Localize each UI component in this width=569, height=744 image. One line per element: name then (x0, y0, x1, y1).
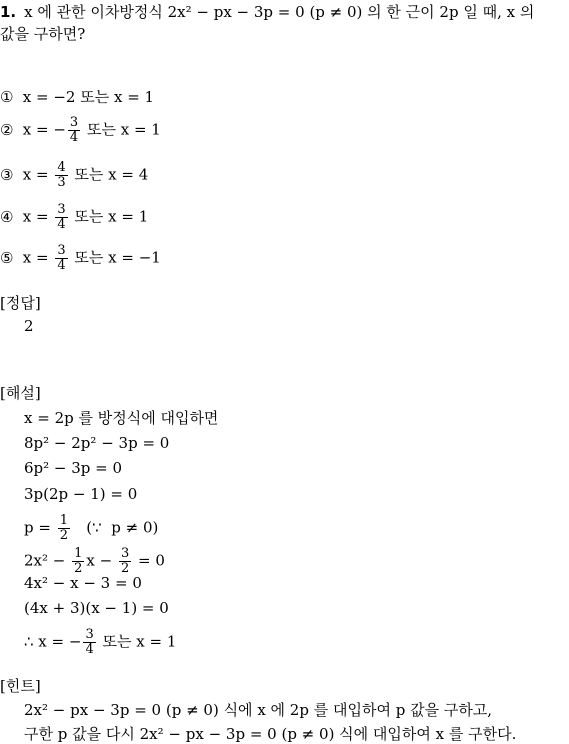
choice-3-mark: ③ (0, 165, 14, 184)
explanation-line-4: 3p(2p − 1) = 0 (24, 485, 138, 503)
explanation-line-6-denominator-2: 2 (120, 561, 130, 576)
answer-label: [정답] (0, 294, 41, 312)
choice-4-denominator: 4 (57, 217, 66, 232)
choice-4-numerator: 3 (57, 202, 66, 217)
question-line-2 (0, 24, 85, 44)
explanation-line-6-numerator-2: 3 (120, 546, 130, 561)
choice-5-fraction (55, 244, 67, 273)
choice-1-text: x = −2 또는 x = 1 (22, 88, 155, 106)
choice-5-pre: x = (22, 248, 54, 267)
explanation-line-6-pre: 2x² − (24, 551, 71, 570)
answer-value: 2 (24, 317, 34, 335)
explanation-line-5-denominator: 2 (59, 528, 68, 543)
question-number: 1. (0, 3, 17, 21)
hint-line-1: 2x² − px − 3p = 0 (p ≠ 0) 식에 x 에 2p 를 대입하여 p 값을 구하고, (24, 701, 493, 719)
choice-4-post: 또는 x = 1 (69, 207, 149, 226)
explanation-line-5-fraction (58, 514, 70, 543)
explanation-line-5-numerator: 1 (59, 513, 68, 528)
explanation-line-6 (24, 547, 165, 576)
hint-line-2: 구한 p 값을 다시 2x² − px − 3p = 0 (p ≠ 0) 식에 대입하여 x 를 구한다. (24, 725, 517, 743)
explanation-line-9-post: 또는 x = 1 (97, 632, 177, 651)
explanation-line-9-fraction (83, 628, 95, 657)
choice-2-numerator: 3 (69, 115, 79, 130)
choice-5-denominator: 4 (57, 258, 66, 273)
choice-5[interactable] (0, 244, 161, 273)
explanation-line-5 (24, 514, 158, 543)
choice-1-mark: ① (0, 88, 14, 106)
choice-3-fraction (55, 161, 67, 190)
question-text-2: 값을 구하면? (0, 25, 86, 43)
explanation-line-5-pre: p = (24, 518, 56, 537)
choice-2-denominator: 4 (69, 130, 79, 145)
choice-1[interactable] (0, 87, 154, 107)
explanation-label: [해설] (0, 384, 41, 402)
choice-2-pre: x = − (22, 120, 66, 139)
explanation-line-3: 6p² − 3p = 0 (24, 459, 123, 477)
explanation-line-8: (4x + 3)(x − 1) = 0 (24, 599, 169, 617)
choice-3-post: 또는 x = 4 (69, 165, 149, 184)
explanation-line-9-pre: ∴ x = − (24, 632, 82, 651)
choice-5-post: 또는 x = −1 (69, 248, 161, 267)
question-text-1: x 에 관한 이차방정식 2x² − px − 3p = 0 (p ≠ 0) 의 한 근이 2p 일 때, x 의 (24, 3, 535, 21)
explanation-line-9 (24, 628, 176, 657)
explanation-line-6-post: = 0 (133, 551, 165, 570)
explanation-line-9-numerator: 3 (85, 627, 94, 642)
choice-3[interactable] (0, 161, 148, 190)
choice-2[interactable] (0, 116, 161, 145)
explanation-line-6-numerator-1: 1 (74, 546, 83, 561)
explanation-line-6-denominator-1: 2 (74, 561, 83, 576)
choice-4-fraction (55, 203, 67, 232)
choice-4-pre: x = (22, 207, 54, 226)
choice-5-numerator: 3 (57, 243, 66, 258)
choice-5-mark: ⑤ (0, 248, 14, 267)
choice-2-fraction (68, 116, 80, 145)
choice-2-mark: ② (0, 120, 14, 139)
choice-2-post: 또는 x = 1 (82, 120, 161, 139)
explanation-line-9-denominator: 4 (85, 642, 94, 657)
explanation-line-1: x = 2p 를 방정식에 대입하면 (24, 409, 219, 427)
explanation-line-2: 8p² − 2p² − 3p = 0 (24, 434, 170, 452)
choice-3-pre: x = (22, 165, 54, 184)
explanation-line-5-post: (∵ p ≠ 0) (72, 518, 159, 537)
explanation-line-6-mid: x − (86, 551, 117, 570)
explanation-line-6-fraction-1 (72, 547, 84, 576)
question-line-1 (0, 2, 534, 22)
explanation-line-7: 4x² − x − 3 = 0 (24, 574, 142, 592)
choice-3-numerator: 4 (57, 160, 66, 175)
choice-4[interactable] (0, 203, 148, 232)
choice-4-mark: ④ (0, 207, 14, 226)
explanation-line-6-fraction-2 (119, 547, 131, 576)
choice-3-denominator: 3 (57, 175, 66, 190)
hint-label: [힌트] (0, 677, 41, 695)
